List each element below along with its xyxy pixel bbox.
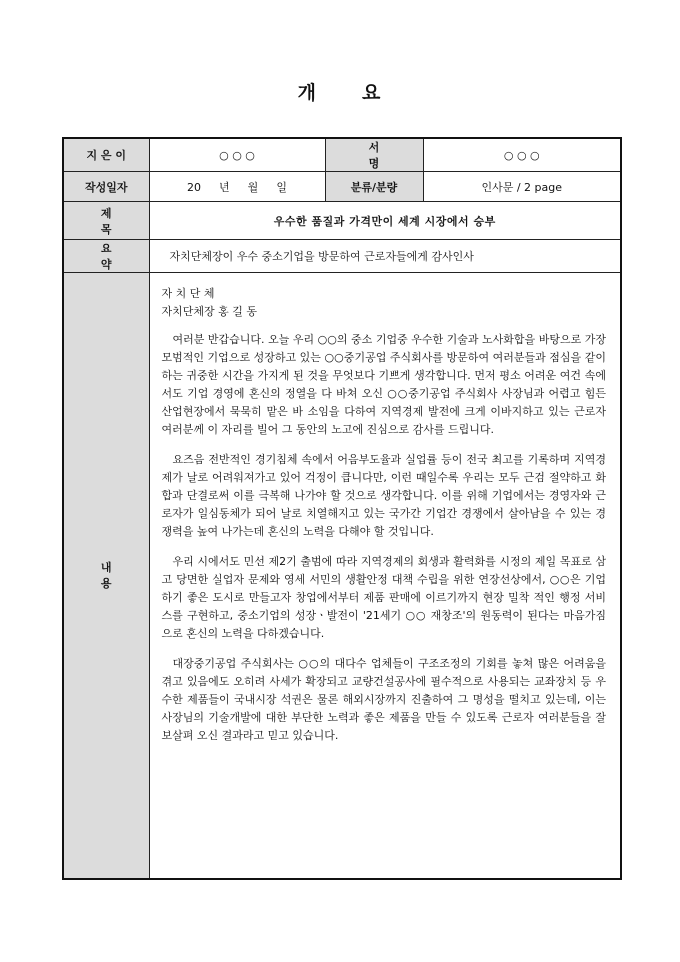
date-value [149,172,325,202]
subject-value: 우수한 품질과 가격만이 세계 시장에서 승부 [149,202,621,240]
subject-row [63,202,621,240]
content-paragraph: 대장중기공업 주식회사는 ○○의 대다수 업체들이 구조조정의 기회를 놓쳐 많은 어려움을 겪고 있음에도 오히려 사세가 확장되고 교량건설공사에 필수적으로 사용되는 교좌장치 등 우수한 제품들이 국내시장 석권은 물론 해외시장까지 진출하여 그 명성을 떨치고 있는데, 이는 사장님의 기술개발에 대한 부단한 노력과 좋은 제품을 만들 수 있도록 근로자 여러분들을 잘 보살펴 오신 결과라고 믿고 있습니다. [161,657,606,742]
date-year: 20 [187,180,202,194]
content-paragraph: 요즈음 전반적인 경기침체 속에서 어음부도율과 실업률 등이 전국 최고를 기록하며 지역경제가 날로 어려워져가고 있어 걱정이 큽니다만, 이런 때일수록 우리는 모두 근검 절약하고 화합과 단결로써 이를 극복해 나가야 할 것으로 생각합니다. 이를 위해 기업에서는 경영자와 근로자가 일심동체가 되어 날로 치열해지고 있는 국가간 기업간 경쟁에서 살아남을 수 있는 경쟁력을 높여 나가는데 혼신의 노력을 다해야 할 것입니다. [161,453,606,538]
sign-value: ○ ○ ○ [423,138,621,172]
overview-table [62,137,622,880]
date-month-unit: 월 [247,180,259,194]
date-row [63,172,621,202]
date-day-unit: 일 [276,180,287,194]
sender-name: 자치단체장 홍 길 동 [161,305,257,318]
page-title-part2: 요 [362,82,383,104]
page-title [0,78,680,105]
subject-label: 제 목 [63,202,149,240]
content-row [63,273,621,879]
date-year-unit: 년 [219,180,230,194]
content-label: 내 용 [63,273,149,879]
category-label: 분류/분량 [325,172,423,202]
date-label: 작성일자 [63,172,149,202]
author-label: 지 은 이 [63,138,149,172]
summary-label: 요 약 [63,240,149,273]
sender-block [162,285,607,321]
sign-label: 서 명 [325,138,423,172]
content-paragraph: 여러분 반갑습니다. 오늘 우리 ○○의 중소 기업중 우수한 기술과 노사화합을 바탕으로 가장 모범적인 기업으로 성장하고 있는 ○○중기공업 주식회사를 방문하여 여러분들과 점심을 같이 하는 귀중한 시간을 가지게 된 것을 무엇보다 기쁘게 생각합니다. 먼저 평소 어려운 여건 속에서도 기업 경영에 혼신의 정열을 다 바쳐 오신 ○○중기공업 주식회사 사장님과 어렵고 힘든 산업현장에서 묵묵히 맡은 바 소임을 다하여 지역경제 발전에 크게 이바지하고 있는 근로자 여러분께 이 자리를 빌어 그 동안의 노고에 진심으로 감사를 드립니다. [161,333,606,436]
page-title-part1: 개 [297,82,318,104]
author-row [63,138,621,172]
content-paragraph: 우리 시에서도 민선 제2기 출범에 따라 지역경제의 회생과 활력화를 시정의 제일 목표로 삼고 당면한 실업자 문제와 영세 서민의 생활안정 대책 수립을 위한 연장선상에서, ○○은 기업하기 좋은 도시로 만들고자 창업에서부터 제품 판매에 이르기까지 현장 밀착 적인 행정 서비스를 구현하고, 중소기업의 성장ㆍ발전이 '21세기 ○○ 재창조'의 원동력이 된다는 마음가짐으로 혼신의 노력을 다하겠습니다. [161,555,606,640]
content-body [149,273,621,879]
category-value: 인사문 / 2 page [423,172,621,202]
author-value: ○ ○ ○ [149,138,325,172]
summary-value: 자치단체장이 우수 중소기업을 방문하여 근로자들에게 감사인사 [149,240,621,273]
summary-row [63,240,621,273]
sender-organization: 자 치 단 체 [161,287,215,300]
